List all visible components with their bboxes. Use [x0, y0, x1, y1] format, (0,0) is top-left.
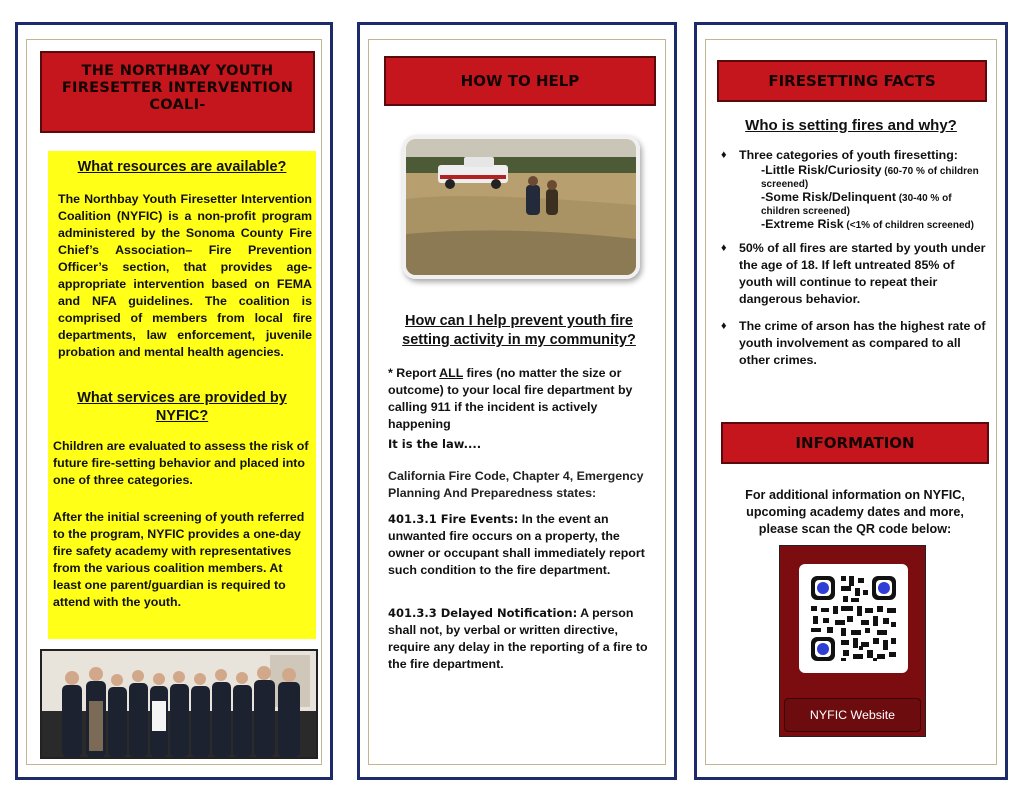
category-item — [761, 218, 987, 232]
facts-list — [715, 147, 987, 369]
category-item — [761, 164, 987, 191]
category-item — [761, 191, 987, 218]
category-list — [739, 164, 987, 232]
resources-paragraph: The Northbay Youth Firesetter Intervention Coalition (NYFIC) is a non-profit program administered by the Sonoma County Fire Chief’s Association– Fire Prevention Officer’s section, that provides age-appropriate intervention based on FEMA and NFA guidelines. The coalition is comprised of members from local fire departments, law enforcement, juvenile probation and mental health agencies. — [58, 192, 312, 359]
qr-code-card[interactable] — [779, 545, 926, 737]
section-401-3-1-text: In the event an unwanted fire occurs on a property, the owner or occupant shall immediately report such condition to the fire department. — [388, 512, 645, 577]
list-item: ♦ 50% of all fires are started by youth under the age of 18. If left untreated 85% of youth will continue to repeat their dangerous behavior. — [715, 240, 987, 308]
academy-paragraph: After the initial screening of youth referred to the program, NYFIC provides a one-day fire safety academy with representatives from the various coalition members. At least one parent/guardian is required to attend with the youth. — [53, 510, 305, 609]
services-question: What services are provided by NYFIC? — [77, 390, 287, 424]
how-to-help-banner: HOW TO HELP — [384, 56, 656, 106]
category-detail: (30-40 % of children screened) — [761, 193, 952, 217]
list-item: ♦ The crime of arson has the highest rate of youth involvement as compared to all other crimes. — [715, 318, 987, 369]
info-paragraph: For additional information on NYFIC, upcoming academy dates and more, please scan the QR code below: — [745, 488, 965, 536]
section-401-3-1-heading: 401.3.1 Fire Events: — [388, 512, 519, 526]
information-banner: INFORMATION — [721, 422, 989, 464]
category-name: -Extreme Risk — [761, 217, 844, 231]
list-item — [715, 147, 987, 232]
services-paragraph: Children are evaluated to assess the risk of future fire-setting behavior and placed into one of three categories. — [53, 439, 309, 487]
category-detail: (<1% of children screened) — [843, 220, 974, 231]
panel-facts — [694, 22, 1008, 780]
help-question: How can I help prevent youth fire setting activity in my community? — [402, 313, 636, 348]
qr-code[interactable] — [799, 564, 908, 673]
panel-about — [15, 22, 333, 780]
resources-highlight-box — [48, 151, 316, 639]
report-all-emphasis: ALL — [439, 366, 464, 380]
coalition-group-photo — [40, 649, 318, 759]
qr-code-icon — [799, 564, 908, 673]
category-name: -Some Risk/Delinquent — [761, 190, 896, 204]
section-401-3-3-heading: 401.3.3 Delayed Notification: — [388, 606, 578, 620]
report-rest: fires (no matter the size or outcome) to your local fire department by calling 911 if the incident is actively happening — [388, 366, 633, 431]
coalition-title-banner: THE NORTHBAY YOUTH FIRESETTER INTERVENTION COALI- — [40, 51, 315, 133]
who-question: Who is setting fires and why? — [745, 117, 957, 134]
resources-question: What resources are available? — [77, 159, 287, 175]
section-401-3-1 — [388, 511, 656, 579]
section-401-3-3-text: A person shall not, by verbal or written directive, require any delay in the reporting of a fire to the fire department. — [388, 606, 648, 671]
category-detail: (60-70 % of children screened) — [761, 166, 979, 190]
fact-categories-intro: Three categories of youth firesetting: — [739, 148, 958, 162]
report-prefix: * Report — [388, 366, 440, 380]
panel-how-to-help — [357, 22, 677, 780]
category-name: -Little Risk/Curiosity — [761, 163, 882, 177]
section-401-3-3 — [388, 605, 656, 673]
fire-code-intro: California Fire Code, Chapter 4, Emergency Planning And Preparedness states: — [388, 469, 644, 500]
field-officer-photo — [402, 135, 640, 279]
firesetting-facts-banner: FIRESETTING FACTS — [717, 60, 987, 102]
law-heading: It is the law.... — [388, 437, 482, 451]
nyfic-website-button[interactable]: NYFIC Website — [784, 698, 921, 732]
report-fires-instruction — [388, 365, 652, 433]
